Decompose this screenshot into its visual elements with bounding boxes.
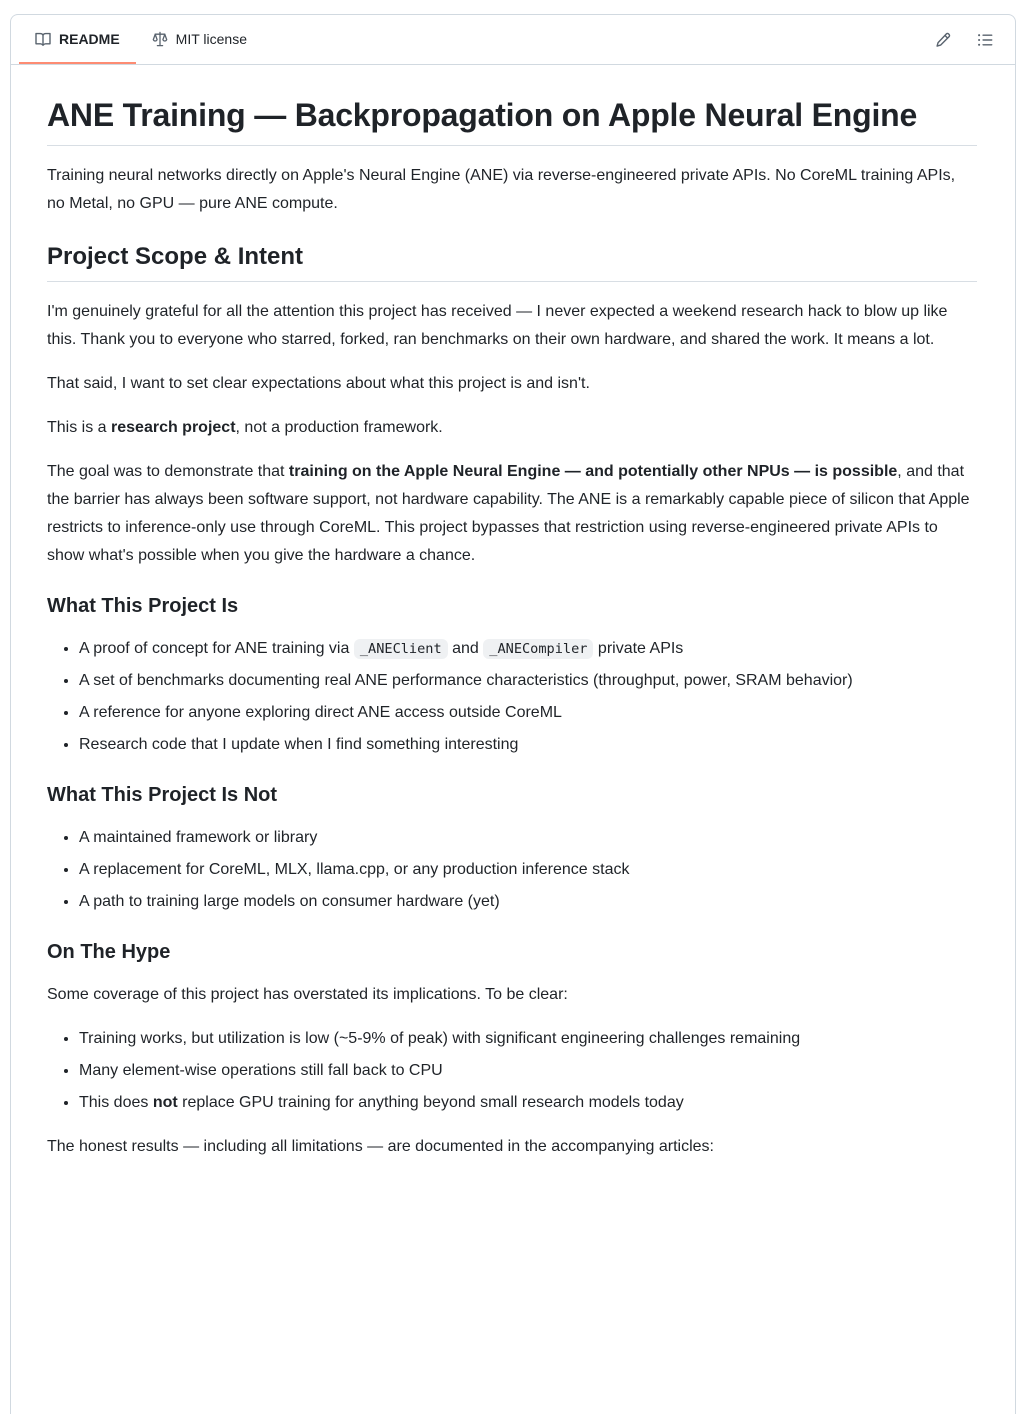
text-run: The goal was to demonstrate that [47, 463, 289, 480]
text-run: What This Project Is Not [47, 784, 278, 806]
bold-text: not [152, 1094, 178, 1111]
edit-readme-button[interactable] [929, 26, 957, 54]
text-run: Many element-wise operations still fall back to CPU [79, 1062, 443, 1079]
list-item [79, 1057, 977, 1085]
readme-title [47, 95, 977, 146]
list-item [79, 667, 977, 695]
text-run: A set of benchmarks documenting real ANE performance characteristics (throughput, power, SRAM behavior) [79, 672, 853, 689]
list-item [79, 856, 977, 884]
text-run: A replacement for CoreML, MLX, llama.cpp, or any production inference stack [79, 861, 630, 878]
text-run: replace GPU training for anything beyond small research models today [177, 1094, 684, 1111]
text-run: Project Scope & Intent [47, 243, 304, 270]
list-item [79, 1089, 977, 1117]
pencil-icon [935, 32, 951, 48]
paragraph [47, 1133, 977, 1161]
inline-code: _ANEClient [354, 639, 448, 659]
bullet-list [47, 635, 977, 759]
text-run: private APIs [593, 640, 684, 657]
list-item [79, 888, 977, 916]
text-run: What This Project Is [47, 595, 239, 617]
paragraph [47, 414, 977, 442]
text-run: and [447, 640, 484, 657]
subsection-heading [47, 940, 977, 965]
tab-mit-license[interactable] [136, 15, 263, 64]
section-heading [47, 242, 977, 282]
text-run: A maintained framework or library [79, 829, 318, 846]
text-run: This does [79, 1094, 153, 1111]
law-icon [152, 31, 168, 47]
list-item [79, 1025, 977, 1053]
paragraph [47, 981, 977, 1009]
text-run: I'm genuinely grateful for all the attention this project has received — I never expected a weekend research hack to blow up like this. Thank you to everyone who starred, forked, ran benchmarks on their own hardware, and shared the work. It means a lot. [47, 303, 948, 348]
text-run: A path to training large models on consumer hardware (yet) [79, 893, 500, 910]
readme-card [10, 14, 1016, 1414]
paragraph [47, 458, 977, 570]
list-item [79, 824, 977, 852]
inline-code: _ANECompiler [483, 639, 593, 659]
text-run: ANE Training — Backpropagation on Apple Neural Engine [47, 97, 918, 133]
text-run: That said, I want to set clear expectations about what this project is and isn't. [47, 375, 590, 392]
list-item [79, 731, 977, 759]
tab-mit-license-label: MIT license [175, 30, 247, 47]
text-run: , and that the barrier has always been software support, not hardware capability. The ANE is a remarkably capable piece of silicon that Apple restricts to inference-only use through CoreML. This project bypasses that restriction using reverse-engineered private APIs to show what's possible when you give the hardware a chance. [47, 463, 970, 564]
text-run: Training neural networks directly on Apple's Neural Engine (ANE) via reverse-engineered private APIs. No CoreML training APIs, no Metal, no GPU — pure ANE compute. [47, 167, 956, 212]
bullet-list [47, 1025, 977, 1117]
paragraph [47, 370, 977, 398]
list-item [79, 699, 977, 727]
subsection-heading [47, 594, 977, 619]
paragraph [47, 162, 977, 218]
text-run: On The Hype [47, 941, 171, 963]
readme-tabbar [11, 15, 1015, 65]
paragraph [47, 298, 977, 354]
outline-button[interactable] [971, 26, 999, 54]
list-item [79, 635, 977, 663]
text-run: Some coverage of this project has overstated its implications. To be clear: [47, 986, 568, 1003]
bold-text: research project [111, 419, 236, 436]
text-run: , not a production framework. [235, 419, 443, 436]
tab-readme[interactable] [19, 15, 136, 64]
text-run: A reference for anyone exploring direct ANE access outside CoreML [79, 704, 562, 721]
readme-article [11, 65, 1015, 1217]
subsection-heading [47, 783, 977, 808]
bold-text: training on the Apple Neural Engine — and potentially other NPUs — is possible [288, 463, 898, 480]
text-run: The honest results — including all limitations — are documented in the accompanying articles: [47, 1138, 714, 1155]
text-run: Research code that I update when I find something interesting [79, 736, 519, 753]
tab-readme-label: README [59, 30, 120, 47]
text-run: Training works, but utilization is low (~5-9% of peak) with significant engineering challenges remaining [79, 1030, 801, 1047]
bullet-list [47, 824, 977, 916]
text-run: A proof of concept for ANE training via [79, 640, 354, 657]
list-unordered-icon [977, 32, 993, 48]
text-run: This is a [47, 419, 112, 436]
book-icon [35, 31, 51, 47]
